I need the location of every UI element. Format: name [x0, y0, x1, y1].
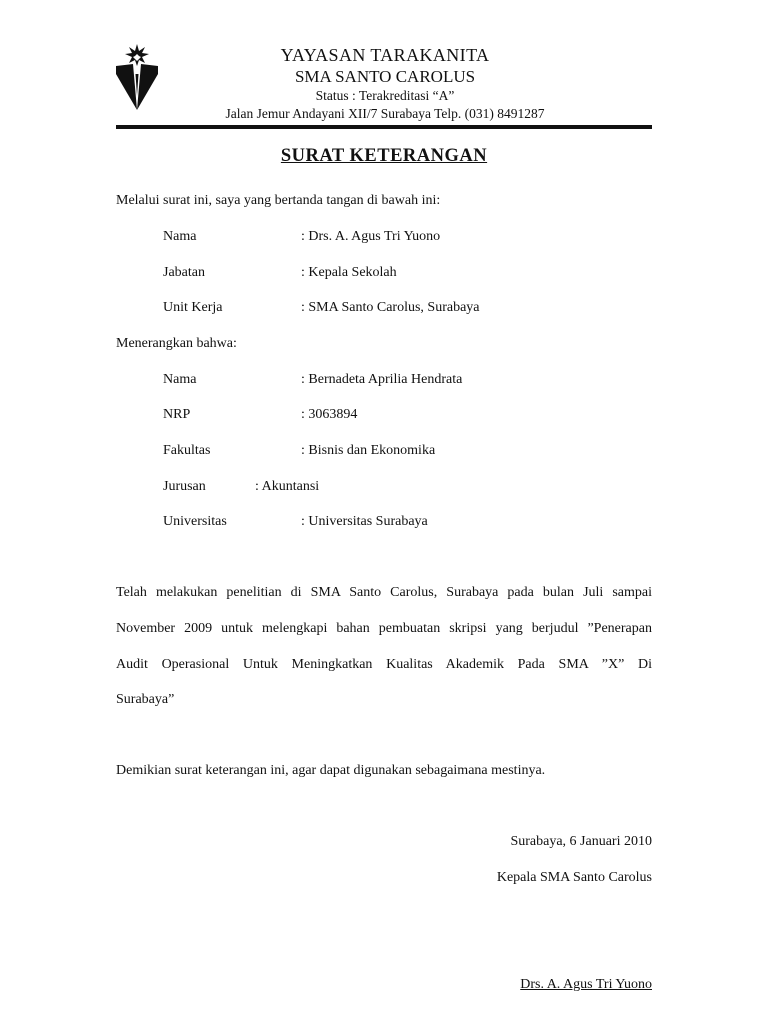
school-address: Jalan Jemur Andayani XII/7 Surabaya Telp. (031) 8491287	[225, 106, 545, 121]
field-label-unit-kerja: Unit Kerja	[163, 300, 223, 315]
field-value-student-nama: : Bernadeta Aprilia Hendrata	[301, 372, 463, 387]
paragraph-line-4: Surabaya”	[116, 692, 175, 707]
field-value-unit-kerja: : SMA Santo Carolus, Surabaya	[301, 300, 480, 315]
signer-name: Drs. A. Agus Tri Yuono	[520, 977, 652, 992]
field-label-jurusan: Jurusan	[163, 479, 206, 494]
school-logo-icon	[114, 44, 160, 112]
foundation-name: YAYASAN TARAKANITA	[280, 45, 490, 65]
paragraph-line-3: Audit Operasional Untuk Meningkatkan Kualitas Akademik Pada SMA ”X” Di	[116, 657, 652, 672]
paragraph-line-1: Telah melakukan penelitian di SMA Santo Carolus, Surabaya pada bulan Juli sampai	[116, 585, 652, 600]
field-value-nama: : Drs. A. Agus Tri Yuono	[301, 229, 441, 244]
field-value-fakultas: : Bisnis dan Ekonomika	[301, 443, 436, 458]
field-value-universitas: : Universitas Surabaya	[301, 514, 428, 529]
field-label-nama: Nama	[163, 229, 197, 244]
place-date: Surabaya, 6 Januari 2010	[510, 834, 652, 849]
field-value-jurusan: : Akuntansi	[255, 479, 320, 494]
letterhead-divider	[116, 125, 652, 129]
intro-text: Melalui surat ini, saya yang bertanda tangan di bawah ini:	[116, 193, 441, 208]
field-label-student-nama: Nama	[163, 372, 197, 387]
field-label-nrp: NRP	[163, 407, 191, 422]
field-label-universitas: Universitas	[163, 514, 227, 529]
document-title: SURAT KETERANGAN	[280, 146, 488, 166]
field-label-fakultas: Fakultas	[163, 443, 211, 458]
paragraph-line-2: November 2009 untuk melengkapi bahan pembuatan skripsi yang berjudul ”Penerapan	[116, 621, 652, 636]
school-name: SMA SANTO CAROLUS	[294, 67, 476, 86]
field-value-nrp: : 3063894	[301, 407, 358, 422]
accreditation-status: Status : Terakreditasi “A”	[315, 88, 455, 103]
declaration-text: Menerangkan bahwa:	[116, 336, 237, 351]
signer-position: Kepala SMA Santo Carolus	[496, 870, 652, 885]
field-value-jabatan: : Kepala Sekolah	[301, 265, 397, 280]
closing-text: Demikian surat keterangan ini, agar dapat digunakan sebagaimana mestinya.	[116, 763, 546, 778]
field-label-jabatan: Jabatan	[163, 265, 205, 280]
